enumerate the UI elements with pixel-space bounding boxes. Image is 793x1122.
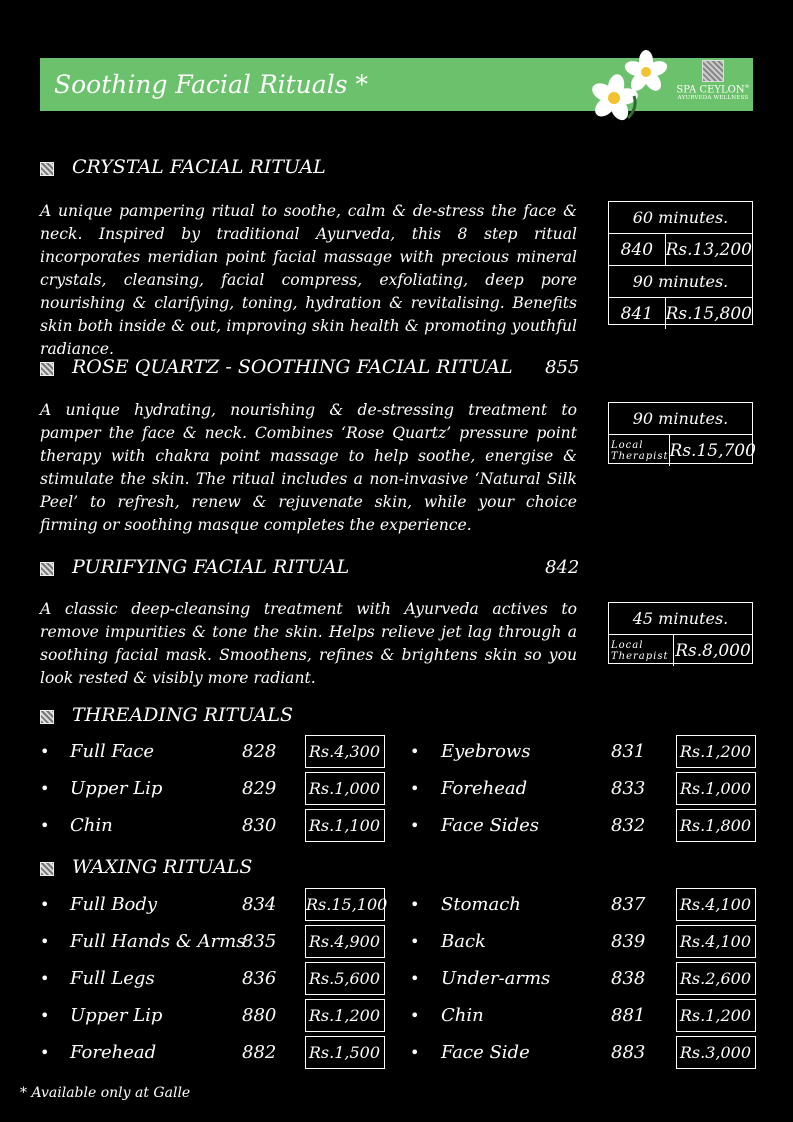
item-price: Rs.1,000 <box>305 772 385 805</box>
item-price: Rs.3,000 <box>676 1036 756 1069</box>
crystal-price-60: Rs.13,200 <box>665 239 752 260</box>
item-code: 828 <box>242 741 277 762</box>
list-bullet: • <box>410 1043 420 1062</box>
item-code: 831 <box>611 741 646 762</box>
waxing-heading: WAXING RITUALS <box>72 856 253 878</box>
list-bullet: • <box>40 969 50 988</box>
item-name: Under-arms <box>441 968 551 989</box>
item-name: Face Sides <box>441 815 539 836</box>
item-code: 883 <box>611 1042 646 1063</box>
section-bullet-icon <box>40 862 54 876</box>
crystal-description: A unique pampering ritual to soothe, calm & de-stress the face & neck. Inspired by traditional Ayurveda, this 8 step ritual incorporates meridian point facial massage with precious mineral crystals, cleansing, facial compress, exfoliating, deep pore nourishing & clarifying, toning, hydration & revitalising. Benefits skin both inside & out, improving skin health & promoting youthful radiance. <box>40 202 577 358</box>
item-code: 832 <box>611 815 646 836</box>
item-code: 837 <box>611 894 646 915</box>
crystal-price-box <box>608 201 753 325</box>
brand-subtitle: AYURVEDA WELLNESS <box>677 95 749 102</box>
rose-heading: ROSE QUARTZ - SOOTHING FACIAL RITUAL <box>72 356 513 378</box>
item-name: Face Side <box>441 1042 530 1063</box>
item-name: Full Face <box>70 741 155 762</box>
item-code: 835 <box>242 931 277 952</box>
item-code: 881 <box>611 1005 646 1026</box>
item-name: Upper Lip <box>70 1005 163 1026</box>
rose-duration: 90 minutes. <box>632 409 729 428</box>
brand-mark: ® <box>744 84 750 90</box>
item-code: 830 <box>242 815 277 836</box>
crystal-code-841: 841 <box>609 298 666 329</box>
list-bullet: • <box>410 1006 420 1025</box>
item-name: Chin <box>70 815 113 836</box>
item-code: 882 <box>242 1042 277 1063</box>
section-bullet-icon <box>40 362 54 376</box>
purifying-duration: 45 minutes. <box>632 609 729 628</box>
item-price: Rs.15,100 <box>305 888 385 921</box>
crystal-duration-60: 60 minutes. <box>632 208 729 227</box>
page-title: Soothing Facial Rituals * <box>54 70 368 99</box>
spa-ceylon-emblem-icon <box>702 60 724 82</box>
section-bullet-icon <box>40 162 54 176</box>
item-code: 834 <box>242 894 277 915</box>
item-price: Rs.5,600 <box>305 962 385 995</box>
item-name: Stomach <box>441 894 521 915</box>
list-bullet: • <box>410 816 420 835</box>
item-name: Full Hands & Arms <box>70 931 246 952</box>
item-price: Rs.1,000 <box>676 772 756 805</box>
item-name: Chin <box>441 1005 484 1026</box>
crystal-heading: CRYSTAL FACIAL RITUAL <box>72 156 326 178</box>
crystal-duration-90: 90 minutes. <box>632 272 729 291</box>
list-bullet: • <box>40 932 50 951</box>
item-code: 829 <box>242 778 277 799</box>
item-code: 838 <box>611 968 646 989</box>
item-price: Rs.1,200 <box>305 999 385 1032</box>
purifying-price-box <box>608 602 753 664</box>
rose-therapist-label: Local Therapist <box>609 435 670 466</box>
crystal-code-840: 840 <box>609 234 666 265</box>
item-name: Forehead <box>441 778 528 799</box>
purifying-code: 842 <box>545 557 580 578</box>
list-bullet: • <box>40 895 50 914</box>
item-price: Rs.4,300 <box>305 735 385 768</box>
list-bullet: • <box>410 932 420 951</box>
list-bullet: • <box>40 779 50 798</box>
list-bullet: • <box>40 1006 50 1025</box>
item-name: Upper Lip <box>70 778 163 799</box>
rose-code: 855 <box>545 357 580 378</box>
item-name: Back <box>441 931 486 952</box>
item-name: Eyebrows <box>441 741 531 762</box>
section-bullet-icon <box>40 562 54 576</box>
crystal-price-90: Rs.15,800 <box>665 303 752 324</box>
item-price: Rs.2,600 <box>676 962 756 995</box>
item-price: Rs.1,500 <box>305 1036 385 1069</box>
item-price: Rs.1,200 <box>676 999 756 1032</box>
list-bullet: • <box>40 1043 50 1062</box>
rose-description: A unique hydrating, nourishing & de-stressing treatment to pamper the face & neck. Combines ‘Rose Quartz’ pressure point therapy with chakra point massage to help soothe, energise & stimulate the skin. The ritual includes a non-invasive ‘Natural Silk Peel’ to refresh, renew & rejuvenate skin, while your choice firming or soothing masque completes the experience. <box>40 401 577 534</box>
threading-heading: THREADING RITUALS <box>72 704 293 726</box>
rose-price: Rs.15,700 <box>669 440 756 461</box>
item-price: Rs.4,100 <box>676 888 756 921</box>
item-code: 880 <box>242 1005 277 1026</box>
item-price: Rs.1,100 <box>305 809 385 842</box>
rose-price-box <box>608 402 756 464</box>
list-bullet: • <box>40 816 50 835</box>
purifying-price: Rs.8,000 <box>675 640 751 661</box>
item-name: Full Legs <box>70 968 155 989</box>
item-name: Forehead <box>70 1042 157 1063</box>
item-price: Rs.1,800 <box>676 809 756 842</box>
section-bullet-icon <box>40 710 54 724</box>
list-bullet: • <box>410 969 420 988</box>
footnote: * Available only at Galle <box>20 1085 191 1101</box>
list-bullet: • <box>410 779 420 798</box>
brand-name: SPA CEYLON <box>676 84 745 96</box>
list-bullet: • <box>410 742 420 761</box>
item-price: Rs.4,900 <box>305 925 385 958</box>
brand-logo <box>668 60 758 110</box>
list-bullet: • <box>410 895 420 914</box>
frangipani-flowers-icon <box>588 48 674 126</box>
list-bullet: • <box>40 742 50 761</box>
purifying-heading: PURIFYING FACIAL RITUAL <box>72 556 350 578</box>
item-price: Rs.1,200 <box>676 735 756 768</box>
item-code: 836 <box>242 968 277 989</box>
item-name: Full Body <box>70 894 158 915</box>
purifying-description: A classic deep-cleansing treatment with Ayurveda actives to remove impurities & tone the skin. Helps relieve jet lag through a soothing facial mask. Smoothens, refines & brightens skin so you look rested & visibly more radiant. <box>40 600 577 687</box>
item-code: 833 <box>611 778 646 799</box>
purifying-therapist-label: Local Therapist <box>609 635 674 666</box>
item-price: Rs.4,100 <box>676 925 756 958</box>
item-code: 839 <box>611 931 646 952</box>
